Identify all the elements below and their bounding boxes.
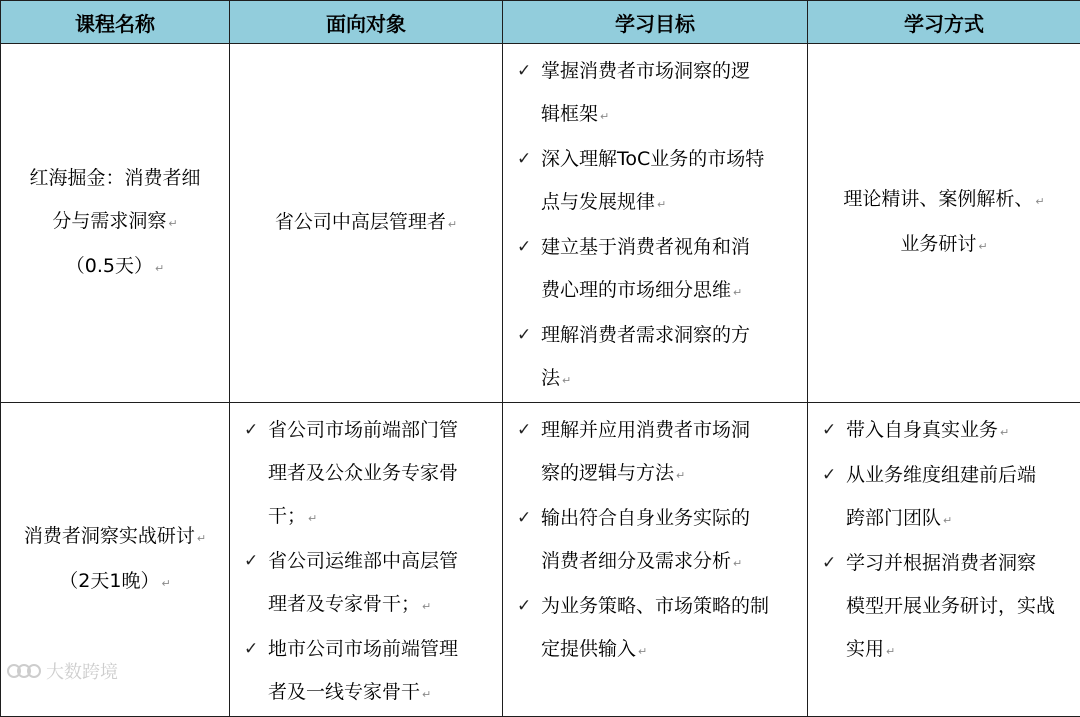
course-name-line: 红海掘金：消费者细 [1,157,229,200]
list-item: ✓ 省公司运维部中高层管 理者及专家骨干； ↵ [244,540,494,628]
list-item: ✓ 带入自身真实业务 ↵ [822,409,1072,454]
list-item: ✓ 为业务策略、市场策略的制 定提供输入 ↵ [517,585,799,673]
course-name-cell [1,44,230,403]
audience-text: 省公司中高层管理者 ↵ [230,201,502,246]
course-duration: （0.5天） ↵ [1,245,229,290]
method-line: 理论精讲、案例解析、 ↵ [808,178,1080,223]
list-item: ✓ 从业务维度组建前后端 跨部门团队 ↵ [822,454,1072,542]
method-cell [808,44,1080,403]
list-item: ✓ 理解消费者需求洞察的方 法 ↵ [517,314,799,402]
list-item: ✓ 深入理解ToC业务的市场特 点与发展规律 ↵ [517,138,799,226]
watermark-logo-icon [6,660,42,682]
course-name-line: 消费者洞察实战研讨 ↵ [1,515,229,560]
list-item: ✓ 输出符合自身业务实际的 消费者细分及需求分析 ↵ [517,497,799,585]
goals-cell [503,403,808,717]
list-item: ✓ 建立基于消费者视角和消 费心理的市场细分思维 ↵ [517,226,799,314]
list-item: ✓ 学习并根据消费者洞察 模型开展业务研讨，实战 实用 ↵ [822,542,1072,673]
audience-cell [230,403,503,717]
header-goals: 学习目标 [503,1,808,44]
course-name-line: 分与需求洞察 ↵ [1,200,229,245]
audience-cell [230,44,503,403]
header-course-name: 课程名称 [1,1,230,44]
goals-cell [503,44,808,403]
list-item: ✓ 理解并应用消费者市场洞 察的逻辑与方法 ↵ [517,409,799,497]
list-item: ✓ 省公司市场前端部门管 理者及公众业务专家骨 干； ↵ [244,409,494,540]
table-row [1,403,1080,717]
watermark-text: 大数跨境 [46,658,118,684]
course-duration: （2天1晚） ↵ [1,560,229,605]
header-method: 学习方式 [808,1,1080,44]
table-row [1,44,1080,403]
list-item: ✓ 掌握消费者市场洞察的逻 辑框架 ↵ [517,50,799,138]
watermark [6,658,118,684]
header-row [1,1,1080,44]
list-item: ✓ 地市公司市场前端管理 者及一线专家骨干 ↵ [244,628,494,716]
method-cell [808,403,1080,717]
header-audience: 面向对象 [230,1,503,44]
method-line: 业务研讨 ↵ [808,223,1080,268]
